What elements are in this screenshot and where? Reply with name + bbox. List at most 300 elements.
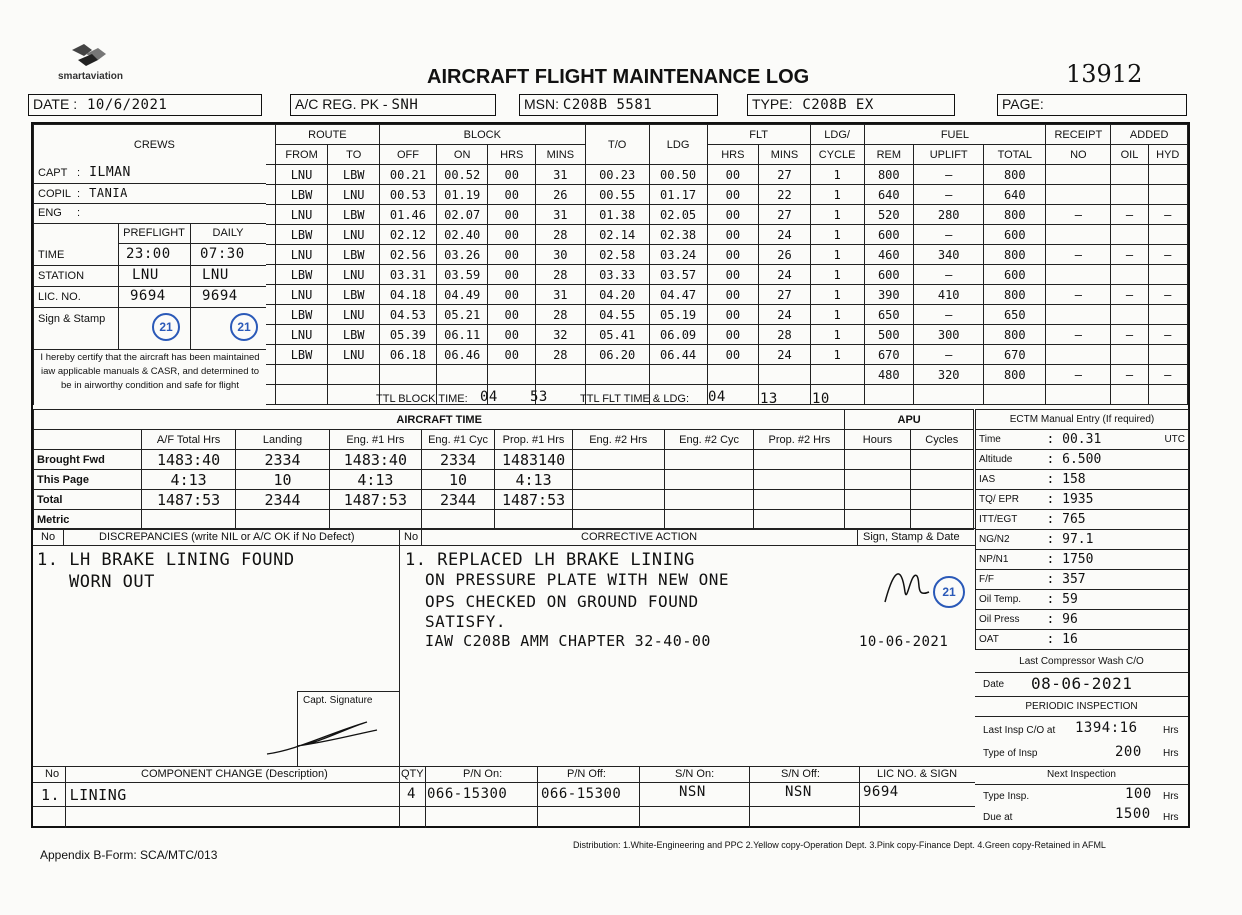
hyd-added-cell: — [1148,365,1187,385]
ttl-landings: 10 [812,391,830,407]
ectm-unit: UTC [1132,430,1189,450]
aircraft-time-cell [754,490,845,510]
apu-hours-cell [845,450,910,470]
fuel-rem-cell: 800 [864,165,914,185]
fuel-total-cell: 800 [984,365,1046,385]
oil-added-cell [1111,165,1148,185]
hyd-added-cell [1148,225,1187,245]
aircraft-time-col-header: Prop. #2 Hrs [754,430,845,450]
flt-hrs-cell: 00 [707,265,759,285]
aircraft-time-cell [572,470,664,490]
off-header: OFF [380,145,437,165]
blank-cell [810,365,864,385]
component-sn-off: NSN [785,784,812,800]
apu-cycles-cell [910,490,973,510]
block-hrs-cell: 00 [488,265,536,285]
component-lic: 9694 [863,784,899,800]
daily-header: DAILY [212,227,244,239]
off-cell: 04.18 [380,285,437,305]
cycle-cell: 1 [810,205,864,225]
off-cell: 05.39 [380,325,437,345]
flt-mins-header: MINS [759,145,811,165]
receipt-no-cell [1046,225,1111,245]
capt-label: CAPT [38,167,68,179]
aircraft-time-col-header: Eng. #1 Hrs [329,430,421,450]
corrective-stamp [933,576,965,608]
discrepancy-section [33,528,975,766]
flt-mins-cell: 28 [759,325,811,345]
receipt-no-cell: — [1046,325,1111,345]
ectm-label: NG/N2 [976,530,1044,550]
flt-mins-cell: 24 [759,305,811,325]
aircraft-time-cell [572,450,664,470]
receipt-no-cell [1046,305,1111,325]
flt-hrs-cell: 00 [707,305,759,325]
aircraft-time-col-header: A/F Total Hrs [142,430,236,450]
blank-cell [275,365,328,385]
copil-row: COPIL : TANIA [38,183,128,203]
from-cell: LBW [275,305,328,325]
flt-mins-cell: 26 [759,245,811,265]
aircraft-time-cell [421,510,494,530]
ectm-row [976,530,1189,550]
aircraft-time-cell [664,490,754,510]
hyd-added-cell [1148,265,1187,285]
page-box [997,94,1187,116]
on-cell: 01.19 [436,185,488,205]
component-sn-on: NSN [679,784,706,800]
totals-blank-cell [984,385,1046,405]
apu-hours-cell [845,490,910,510]
component-pn-on: 066-15300 [427,786,508,802]
aircraft-time-cell: 1487:53 [329,490,421,510]
fuel-rem-cell: 390 [864,285,914,305]
station-preflight: LNU [132,267,159,283]
ectm-unit [1132,470,1189,490]
flt-header: FLT [707,125,810,145]
aircraft-time-table [33,409,974,530]
date-box [28,94,262,116]
sign-stamp-date-label: Sign, Stamp & Date [863,531,960,543]
aircraft-time-cell: 1487:53 [142,490,236,510]
aircraft-time-cell: 2344 [421,490,494,510]
block-hrs-cell: 00 [488,225,536,245]
cycle-cell: 1 [810,165,864,185]
aircraft-time-cell [754,450,845,470]
eng-row: ENG : [38,203,80,223]
fuel-total-cell: 650 [984,305,1046,325]
corrective-title: CORRECTIVE ACTION [581,531,698,543]
ectm-row [976,470,1189,490]
ectm-row [976,590,1189,610]
type-box [747,94,955,116]
oil-added-cell: — [1111,325,1148,345]
aircraft-time-cell: 1483140 [495,450,573,470]
aircraft-time-row-label: Total [34,490,142,510]
compressor-date-label: Date [983,679,1005,690]
ectm-value: : 158 [1044,470,1132,490]
oil-added-cell [1111,265,1148,285]
last-insp-unit: Hrs [1163,725,1179,736]
block-hrs-cell: 00 [488,345,536,365]
aircraft-time-cell: 2344 [236,490,330,510]
ectm-value: : 1935 [1044,490,1132,510]
type-insp-label: Type of Insp [983,748,1038,759]
block-mins-cell: 28 [536,225,586,245]
ectm-value: : 00.31 [1044,430,1132,450]
blank-cell [759,365,811,385]
daily-stamp [230,313,258,341]
ectm-row [976,610,1189,630]
pn-on-label: P/N On: [463,768,503,780]
ttl-flt-hours: 04 [708,389,726,405]
to-cell: LBW [328,285,380,305]
landing-cell: 00.50 [649,165,707,185]
reg-value: SNH [391,97,419,113]
date-label: DATE : [33,96,78,112]
aircraft-time-cell: 10 [421,470,494,490]
aircraft-time-cell: 1483:40 [329,450,421,470]
msn-value: C208B 5581 [562,97,653,113]
blank-cell [585,365,649,385]
blank-cell [328,365,380,385]
blank-cell [536,365,586,385]
component-pn-off: 066-15300 [541,786,622,802]
ectm-label: Oil Temp. [976,590,1044,610]
oil-added-cell: — [1111,245,1148,265]
ectm-row [976,490,1189,510]
totals-blank-cell [328,385,380,405]
next-type-unit: Hrs [1163,791,1179,802]
hyd-added-cell: — [1148,245,1187,265]
station-label: STATION [38,270,85,282]
ectm-unit [1132,590,1189,610]
receipt-no-cell: — [1046,205,1111,225]
ectm-table [975,409,1189,650]
on-cell: 05.21 [436,305,488,325]
to-cell: LNU [328,345,380,365]
eng-label: ENG [38,207,62,219]
ectm-label: F/F [976,570,1044,590]
flt-mins-cell: 27 [759,165,811,185]
capt-row: CAPT : ILMAN [38,163,131,183]
next-inspection-title: Next Inspection [1047,769,1116,780]
block-mins-cell: 28 [536,265,586,285]
landing-cell: 02.38 [649,225,707,245]
ectm-value: : 96 [1044,610,1132,630]
type-insp-value: 200 [1115,744,1142,760]
blank-cell [707,365,759,385]
page-label: PAGE: [1002,96,1044,112]
corrective-line-2: ON PRESSURE PLATE WITH NEW ONE [425,570,729,589]
on-cell: 04.49 [436,285,488,305]
on-cell: 03.26 [436,245,488,265]
flt-mins-cell: 27 [759,205,811,225]
block-mins-cell: 30 [536,245,586,265]
aircraft-time-cell [664,450,754,470]
flt-hrs-cell: 00 [707,225,759,245]
fuel-rem-cell: 500 [864,325,914,345]
ectm-value: : 1750 [1044,550,1132,570]
blank-cell [649,365,707,385]
landing-cell: 03.24 [649,245,707,265]
corrective-line-1: 1. REPLACED LH BRAKE LINING [405,550,695,570]
flt-mins-cell: 24 [759,265,811,285]
block-hrs-cell: 00 [488,245,536,265]
apu-hours-cell [845,470,910,490]
block-header: BLOCK [380,125,586,145]
compressor-date-value: 08-06-2021 [1031,674,1133,693]
route-header: ROUTE [275,125,379,145]
corrective-line-5: IAW C208B AMM CHAPTER 32-40-00 [425,632,711,650]
fuel-total-cell: 800 [984,245,1046,265]
time-preflight: 23:00 [126,246,171,262]
fuel-uplift-cell: 280 [914,205,984,225]
oil-added-cell: — [1111,365,1148,385]
aircraft-time-row [34,510,974,530]
flt-mins-cell: 27 [759,285,811,305]
fuel-uplift-cell: — [914,305,984,325]
lic-daily: 9694 [202,288,238,304]
from-cell: LNU [275,325,328,345]
ttl-flt-label: TTL FLT TIME & LDG: [580,393,690,405]
date-value: 10/6/2021 [86,97,168,113]
aircraft-time-row-label: This Page [34,470,142,490]
msn-box [519,94,718,116]
aircraft-time-cell [495,510,573,530]
copil-label: COPIL [38,188,72,200]
aircraft-time-col-header: Landing [236,430,330,450]
off-cell: 04.53 [380,305,437,325]
cycle-cell: 1 [810,225,864,245]
totals-blank-cell [864,385,914,405]
block-hrs-cell: 00 [488,325,536,345]
blank-cell [488,365,536,385]
totals-blank-cell [1046,385,1111,405]
station-daily: LNU [202,267,229,283]
fuel-uplift-cell: — [914,345,984,365]
ectm-value: : 357 [1044,570,1132,590]
totals-blank-cell [914,385,984,405]
totals-blank-cell [275,385,328,405]
fuel-rem-cell: 600 [864,265,914,285]
ectm-label: Oil Press [976,610,1044,630]
aircraft-time-cell: 2334 [236,450,330,470]
aircraft-time-cell: 4:13 [329,470,421,490]
aircraft-time-col-header: Eng. #2 Cyc [664,430,754,450]
discrepancy-no-label: No [41,531,56,543]
off-cell: 02.12 [380,225,437,245]
msn-label: MSN: [524,96,559,112]
to-cell: LBW [328,245,380,265]
page-title: AIRCRAFT FLIGHT MAINTENANCE LOG [427,66,810,88]
hyd-added-cell [1148,185,1187,205]
rem-header: REM [864,145,914,165]
aircraft-time-cell [572,510,664,530]
fuel-total-cell: 800 [984,165,1046,185]
sn-off-label: S/N Off: [781,768,820,780]
receipt-no-cell: — [1046,365,1111,385]
due-at-value: 1500 [1115,806,1151,822]
apu-title: APU [845,410,974,430]
aircraft-time-col-header: Eng. #2 Hrs [572,430,664,450]
component-no-label: No [45,768,60,780]
aircraft-time-cell: 2334 [421,450,494,470]
discrepancy-line-1: 1. LH BRAKE LINING FOUND [37,550,295,570]
inspection-panel [975,652,1188,828]
fuel-uplift-cell: — [914,225,984,245]
apu-cycles-cell [910,450,973,470]
oil-added-cell [1111,345,1148,365]
hyd-added-cell [1148,345,1187,365]
oil-added-cell [1111,305,1148,325]
ectm-unit [1132,530,1189,550]
takeoff-cell: 03.33 [585,265,649,285]
ectm-unit [1132,510,1189,530]
component-qty: 4 [407,786,416,802]
aircraft-time-cell [754,510,845,530]
ttl-block-mins: 53 [530,389,548,405]
block-hrs-cell: 00 [488,165,536,185]
receipt-no-cell [1046,185,1111,205]
aircraft-time-cell: 10 [236,470,330,490]
fuel-uplift-cell: 410 [914,285,984,305]
fuel-rem-cell: 460 [864,245,914,265]
on-cell: 00.52 [436,165,488,185]
aircraft-time-row [34,490,974,510]
ectm-row [976,630,1189,650]
discrepancy-line-2: WORN OUT [69,572,155,592]
on-cell: 06.11 [436,325,488,345]
ectm-value: : 765 [1044,510,1132,530]
stamp-icon: 21 [933,576,965,608]
engineer-signature-icon [877,552,937,612]
flt-hrs-cell: 00 [707,185,759,205]
hyd-added-cell [1148,165,1187,185]
receipt-no-header: NO [1046,145,1111,165]
takeoff-cell: 00.23 [585,165,649,185]
landing-cell: 06.44 [649,345,707,365]
ectm-value: : 16 [1044,630,1132,650]
logo-text: smartaviation [58,71,124,82]
fuel-uplift-cell: 320 [914,365,984,385]
aircraft-time-col-header: Eng. #1 Cyc [421,430,494,450]
ectm-label: Time [976,430,1044,450]
fuel-total-cell: 600 [984,225,1046,245]
fuel-uplift-cell: 340 [914,245,984,265]
component-desc: 1. LINING [41,786,127,804]
hyd-added-cell: — [1148,325,1187,345]
distribution-note: Distribution: 1.White-Engineering and PPC 2.Yellow copy-Operation Dept. 3.Pink copy-Finance Dept. 4.Green copy-Retained in AFML [573,840,1106,850]
preflight-stamp [152,313,180,341]
block-hrs-cell: 00 [488,185,536,205]
cycle-cell: 1 [810,265,864,285]
corrective-no-label: No [404,531,419,543]
to-cell: LBW [328,205,380,225]
totals-blank-cell [1111,385,1148,405]
fuel-uplift-cell: — [914,165,984,185]
block-mins-cell: 28 [536,345,586,365]
qty-label: QTY [401,768,424,780]
discrepancy-title: DISCREPANCIES (write NIL or A/C OK if No Defect) [99,531,355,543]
flt-mins-cell: 22 [759,185,811,205]
next-type-label: Type Insp. [983,791,1030,802]
from-cell: LBW [275,225,328,245]
on-cell: 06.46 [436,345,488,365]
ectm-label: NP/N1 [976,550,1044,570]
takeoff-cell: 02.14 [585,225,649,245]
aircraft-time-cell: 4:13 [495,470,573,490]
from-cell: LBW [275,265,328,285]
flt-hrs-cell: 00 [707,245,759,265]
aircraft-time-cell [236,510,330,530]
to-cell: LNU [328,185,380,205]
due-at-unit: Hrs [1163,812,1179,823]
hyd-added-cell: — [1148,285,1187,305]
hyd-added-cell [1148,305,1187,325]
block-hrs-cell: 00 [488,305,536,325]
to-cell: LBW [328,325,380,345]
on-cell: 02.40 [436,225,488,245]
takeoff-cell: 00.55 [585,185,649,205]
total-header: TOTAL [984,145,1046,165]
ttl-block-label: TTL BLOCK TIME: [376,393,468,405]
landing-cell: 02.05 [649,205,707,225]
ectm-unit [1132,490,1189,510]
aircraft-time-cell: 1483:40 [142,450,236,470]
off-cell: 02.56 [380,245,437,265]
cycle-cell: 1 [810,305,864,325]
fuel-total-cell: 800 [984,325,1046,345]
ectm-row [976,510,1189,530]
landing-cell: 03.57 [649,265,707,285]
off-cell: 01.46 [380,205,437,225]
aircraft-time-col-header: Prop. #1 Hrs [495,430,573,450]
fuel-uplift-cell: — [914,265,984,285]
to-cell: LNU [328,305,380,325]
fuel-rem-cell: 600 [864,225,914,245]
fuel-uplift-cell: — [914,185,984,205]
time-label: TIME [38,249,65,261]
ectm-value: : 97.1 [1044,530,1132,550]
ectm-row [976,430,1189,450]
ectm-value: : 59 [1044,590,1132,610]
aircraft-time-cell: 4:13 [142,470,236,490]
aircraft-time-title: AIRCRAFT TIME [34,410,845,430]
takeoff-cell: 04.55 [585,305,649,325]
capt-signature-label: Capt. Signature [303,695,373,706]
landing-cell: 06.09 [649,325,707,345]
from-header: FROM [275,145,328,165]
on-cell: 03.59 [436,265,488,285]
flt-hrs-cell: 00 [707,165,759,185]
apu-cycles-header: Cycles [910,430,973,450]
added-header: ADDED [1111,125,1188,145]
component-section [33,766,975,828]
aircraft-time-cell [329,510,421,530]
block-mins-header: MINS [536,145,586,165]
fuel-rem-cell: 670 [864,345,914,365]
stamp-icon: 21 [152,313,180,341]
from-cell: LNU [275,285,328,305]
receipt-no-cell [1046,265,1111,285]
fuel-rem-cell: 650 [864,305,914,325]
takeoff-cell: 06.20 [585,345,649,365]
blank-cell [380,365,437,385]
landing-cell: 05.19 [649,305,707,325]
oil-header: OIL [1111,145,1148,165]
flt-mins-cell: 24 [759,345,811,365]
